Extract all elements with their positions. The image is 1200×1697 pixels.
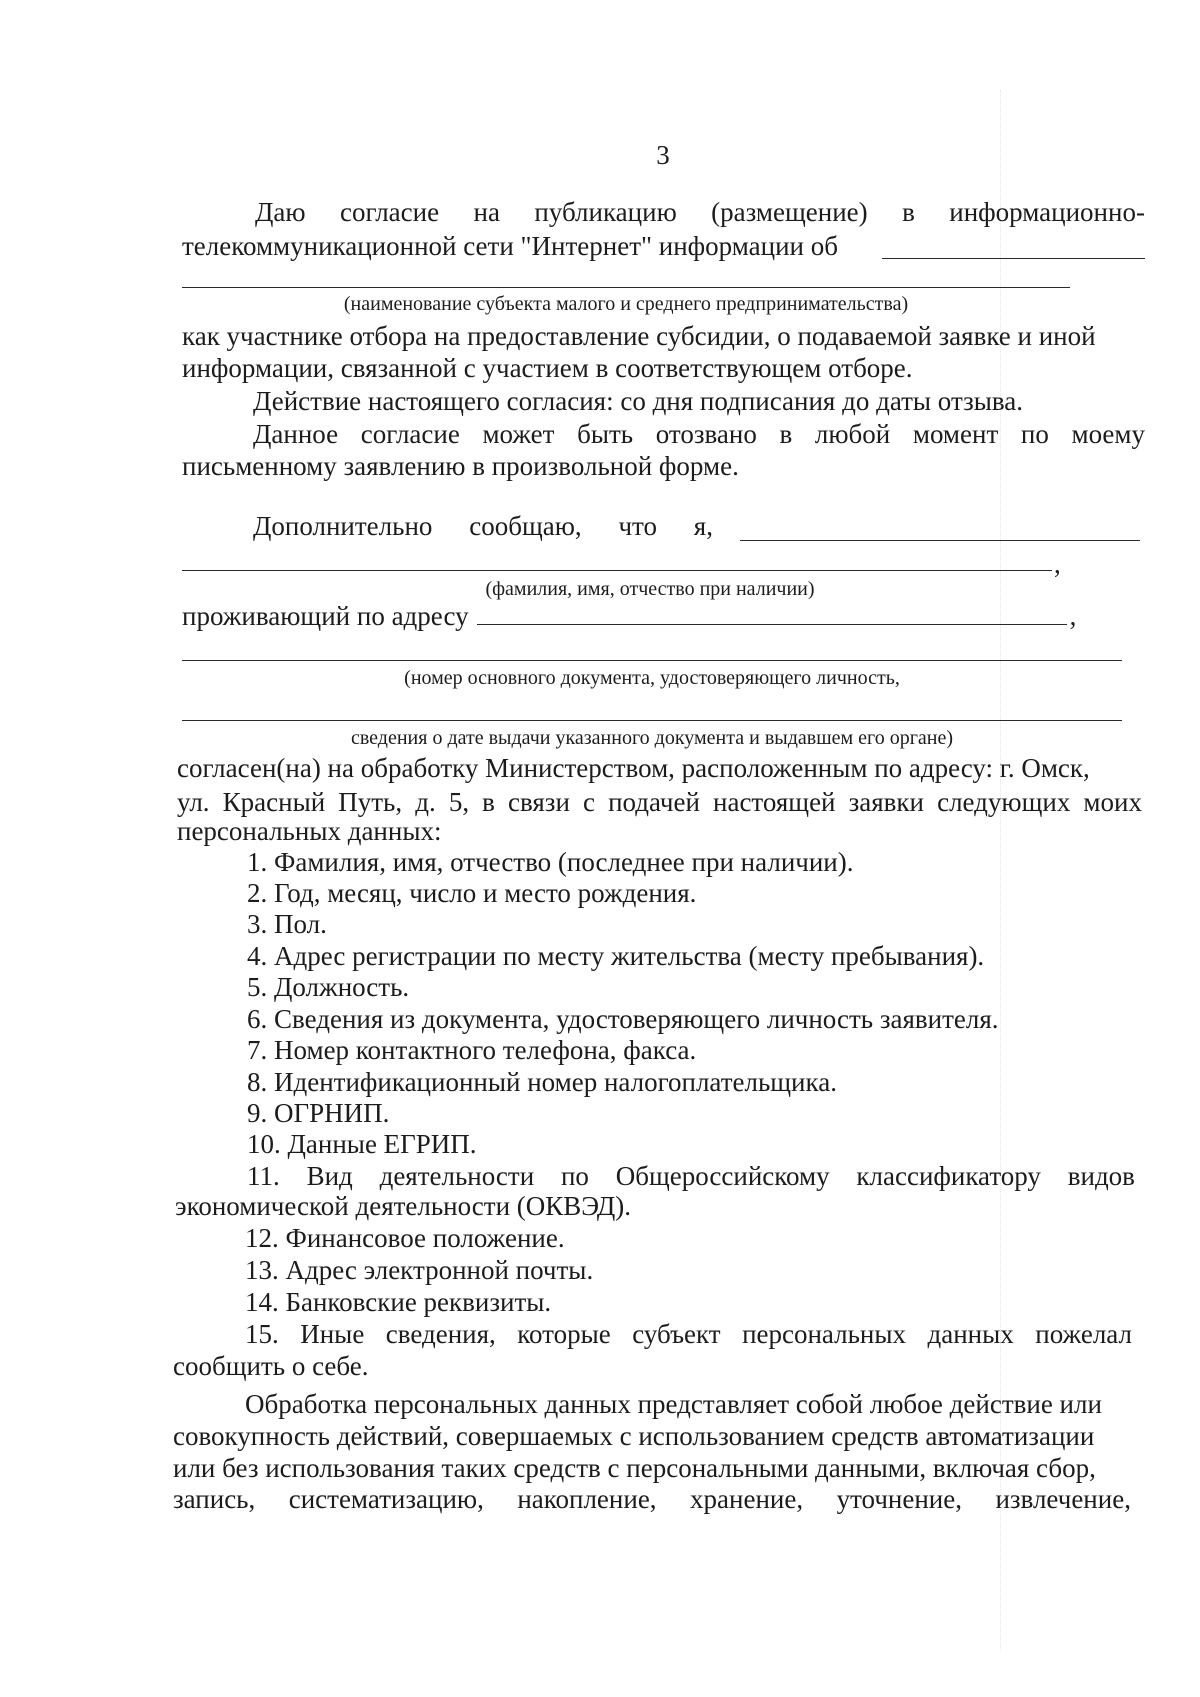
word: согласие — [360, 419, 460, 449]
caption-fio: (фамилия, имя, отчество при наличии) — [485, 578, 815, 600]
word: на — [473, 197, 500, 227]
word: с — [583, 787, 595, 817]
word: быть — [577, 419, 634, 449]
consent-line-4: информации, связанной с участием в соответствующем отборе. — [182, 353, 913, 383]
word: пожелал — [1035, 1319, 1132, 1349]
word: публикацию — [534, 197, 677, 227]
revoke-line-2: письменному заявлению в произвольной форме. — [182, 451, 739, 481]
word: подачей — [608, 787, 700, 817]
list-item-15-line-1 — [245, 1318, 1132, 1350]
revoke-line-1 — [253, 418, 1145, 450]
list-item: 7. Номер контактного телефона, факса. — [247, 1035, 697, 1065]
word: уточнение, — [836, 1484, 962, 1514]
word: любой — [814, 419, 891, 449]
word: сведения, — [385, 1319, 496, 1349]
list-item: 2. Год, месяц, число и место рождения. — [247, 878, 697, 908]
consent-validity: Действие настоящего согласия: со дня подписания до даты отзыва. — [253, 386, 1024, 416]
agreement-line-2 — [177, 786, 1142, 818]
word: моему — [1071, 419, 1145, 449]
consent-line-1 — [255, 196, 1145, 228]
list-item: 9. ОГРНИП. — [247, 1098, 390, 1128]
fio-field[interactable] — [182, 570, 1052, 571]
word: информационно- — [949, 197, 1145, 227]
list-item-15-line-2: сообщить о себе. — [173, 1351, 369, 1381]
word: Дополнительно — [253, 511, 433, 541]
word: по — [560, 1161, 589, 1191]
word: систематизацию, — [288, 1484, 484, 1514]
fio-comma: , — [1054, 549, 1061, 579]
word: данных — [927, 1319, 1014, 1349]
consent-line-2 — [182, 230, 838, 262]
word: я, — [693, 511, 713, 541]
address-label: проживающий по адресу — [182, 601, 469, 631]
subject-name-field-start[interactable] — [882, 258, 1145, 259]
word: которые — [517, 1319, 611, 1349]
subject-name-field[interactable] — [182, 287, 1070, 288]
word: в — [902, 197, 915, 227]
address-comma: , — [1069, 601, 1077, 631]
word: может — [482, 419, 555, 449]
processing-line-4 — [173, 1483, 1131, 1515]
word: деятельности — [379, 1161, 535, 1191]
word: заявки — [848, 787, 924, 817]
list-item: 13. Адрес электронной почты. — [245, 1255, 594, 1285]
word: следующих — [937, 787, 1071, 817]
word: Общероссийскому — [615, 1161, 830, 1191]
consent-line-2-text: телекоммуникационной сети "Интернет" информации об — [182, 231, 838, 261]
word: накопление, — [517, 1484, 657, 1514]
word: Данное — [253, 419, 339, 449]
list-item: 3. Пол. — [247, 909, 327, 939]
word: моих — [1083, 787, 1142, 817]
list-item: 1. Фамилия, имя, отчество (последнее при наличии). — [247, 847, 854, 877]
word: Вид — [306, 1161, 353, 1191]
intro-line — [253, 510, 713, 542]
consent-line-3: как участнике отбора на предоставление субсидии, о подаваемой заявке и иной — [182, 321, 1096, 351]
list-item-11-line-2: экономической деятельности (ОКВЭД). — [175, 1191, 632, 1221]
word: Путь, — [338, 787, 403, 817]
list-item: 6. Сведения из документа, удостоверяющего личность заявителя. — [247, 1004, 999, 1034]
word: сообщаю, — [469, 511, 582, 541]
address-line — [182, 600, 1076, 632]
caption-subject-name: (наименование субъекта малого и среднего предпринимательства) — [343, 293, 909, 315]
processing-line-2: совокупность действий, совершаемых с использованием средств автоматизации — [173, 1421, 1095, 1451]
word: что — [618, 511, 657, 541]
word: запись, — [173, 1484, 256, 1514]
word: в — [779, 419, 793, 449]
processing-line-3: или без использования таких средств с персональными данными, включая сбор, — [173, 1453, 1096, 1483]
list-item-11-line-1 — [247, 1160, 1135, 1192]
word: персональных — [742, 1319, 907, 1349]
address-field[interactable] — [477, 600, 1067, 625]
word: настоящей — [713, 787, 836, 817]
word: отозвано — [655, 419, 757, 449]
word: 5, — [448, 787, 470, 817]
document-field[interactable] — [182, 660, 1122, 661]
word: момент — [912, 419, 999, 449]
word: видов — [1067, 1161, 1135, 1191]
agreement-line-1: согласен(на) на обработку Министерством, расположенным по адресу: г. Омск, — [177, 753, 1090, 783]
word: Иные — [300, 1319, 365, 1349]
word: субъект — [632, 1319, 721, 1349]
word: Даю — [255, 197, 306, 227]
word: (размещение) — [711, 197, 868, 227]
processing-line-1: Обработка персональных данных представляет собой любое действие или — [245, 1389, 1102, 1419]
word: классификатору — [856, 1161, 1041, 1191]
list-item: 14. Банковские реквизиты. — [245, 1287, 552, 1317]
caption-document: (номер основного документа, удостоверяющего личность, — [404, 667, 900, 689]
document-issue-field[interactable] — [182, 720, 1122, 721]
list-item: 10. Данные ЕГРИП. — [247, 1129, 477, 1159]
word: 11. — [247, 1161, 280, 1191]
word: по — [1020, 419, 1049, 449]
word: д. — [415, 787, 436, 817]
caption-document-issue: сведения о дате выдачи указанного документа и выдавшем его органе) — [350, 727, 954, 749]
word: 15. — [245, 1319, 279, 1349]
list-item: 8. Идентификационный номер налогоплательщика. — [247, 1067, 837, 1097]
word: в — [482, 787, 495, 817]
word: извлечение, — [995, 1484, 1131, 1514]
list-item: 12. Финансовое положение. — [245, 1223, 565, 1253]
word: хранение, — [690, 1484, 804, 1514]
word: согласие — [340, 197, 440, 227]
agreement-line-3: персональных данных: — [177, 816, 442, 846]
word: связи — [508, 787, 570, 817]
word: ул. — [177, 787, 210, 817]
word: Красный — [222, 787, 326, 817]
list-item: 4. Адрес регистрации по месту жительства (месту пребывания). — [247, 941, 985, 971]
fio-field-start[interactable] — [740, 540, 1140, 541]
page-number: 3 — [656, 140, 670, 170]
list-item: 5. Должность. — [247, 972, 410, 1002]
